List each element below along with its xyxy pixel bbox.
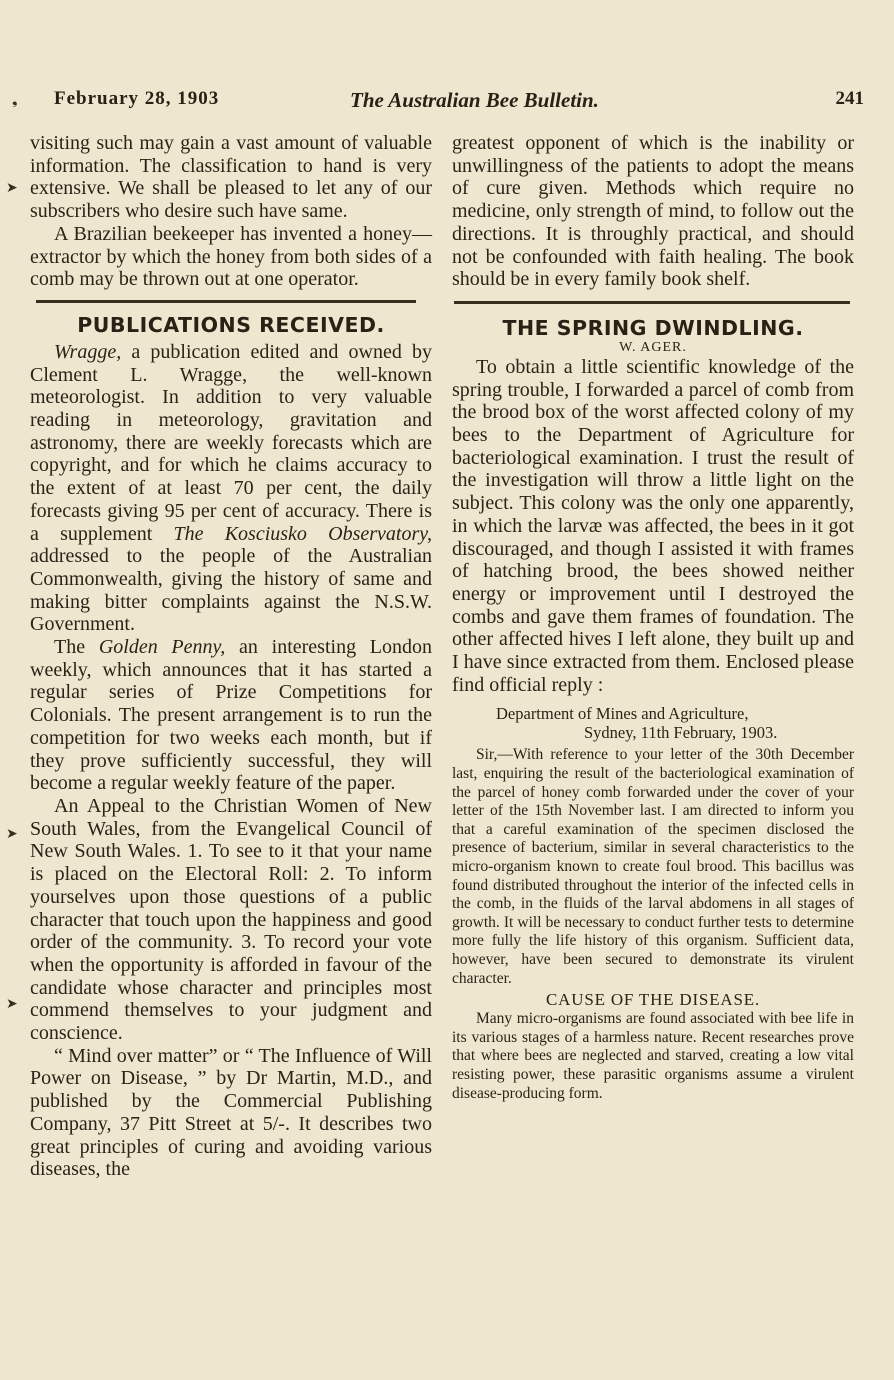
subheading: CAUSE OF THE DISEASE. xyxy=(546,990,760,1010)
margin-mark: ➤ xyxy=(6,826,18,842)
article-title: THE SPRING DWINDLING. xyxy=(502,315,804,340)
paragraph-text: an interesting London weekly, which announces that it has started a regular series of Prize Competitions for Colonials. The present arrangement is to run the competition for two weeks each month, but if they prove sufficiently successful, they will become a regular weekly feature of the paper. xyxy=(30,636,433,795)
paragraph: greatest opponent of which is the inability or unwillingness of the patients to adopt the means of cure given. Methods which require no medicine, only strength of mind, to follow out the directions. It is throughly practical, and should not be confounded with faith healing. The book should be in every family book shelf. xyxy=(452,132,854,291)
margin-mark: ❟ xyxy=(12,92,18,108)
publication-name: Wragge, xyxy=(54,340,122,363)
letter-date: Sydney, 11th February, 1903. xyxy=(584,723,778,743)
paragraph-text: addressed to the people of the Australian Commonwealth, giving the history of same and making bitter complaints against the N.S.W. Government. xyxy=(30,545,432,636)
byline: W. AGER. xyxy=(619,339,687,355)
section-heading: PUBLICATIONS RECEIVED. xyxy=(77,312,385,337)
paragraph: visiting such may gain a vast amount of valuable information. The classification to hand is very extensive. We shall be pleased to let any of our subscribers who desire such have same. xyxy=(30,132,432,223)
publication-name: Golden Penny, xyxy=(98,636,226,659)
paragraph-text: a publication edited and owned by Clement L. Wragge, the well-known meteorologist. In addition to very valuable reading in meteorology, gravitation and astronomy, there are weekly forecasts which are copyright, and for which he claims accuracy to the extent of at least 70 per cent, the daily forecasts giving 95 per cent of accuracy. There is a supplement xyxy=(30,340,432,545)
paragraph: To obtain a little scientific knowledge of the spring trouble, I forwarded a parcel of comb from the brood box of the worst affected colony of my bees to the Department of Agriculture for bacteriological examination. I trust the result of the investigation will throw a little light on the subject. This colony was the only one apparently, in which the larvæ was affected, the bees in it got discouraged, and though I assisted it with frames of hatching brood, the bees showed neither energy or improvement until I destroyed the combs and gave them frames of foundation. The other affected hives I left alone, they built up and I have since extracted from them. Enclosed please find official reply : xyxy=(452,355,854,696)
paragraph: “ Mind over matter” or “ The Influence of Will Power on Disease, ” by Dr Martin, M.D., and published by the Commercial Publishing Company, 37 Pitt Street at 5/-. It describes two great principles of curing and avoiding various diseases, the xyxy=(30,1044,432,1181)
journal-title: The Australian Bee Bulletin. xyxy=(350,88,599,112)
letter-body: Sir,—With reference to your letter of the 30th December last, enquiring the result of the bacteriological examination of the parcel of honey comb forwarded under the cover of your letter of the 15th November last. I am directed to inform you that a careful examination of the specimen disclosed the presence of bacterium, similar in several characteristics to the micro-organism known to create foul brood. This bacillus was found distributed throughout the interior of the infected cells in the comb, in the fluids of the larval abdomens in all stages of growth. It will be necessary to conduct further tests to determine more fully the life history of this organism. Sufficient data, however, have been secured to demonstrate its virulent character. xyxy=(452,746,854,987)
paragraph: An Appeal to the Christian Women of New South Wales, from the Evangelical Council of New South Wales. 1. To see to it that your name is placed on the Electoral Roll: 2. To inform yourselves upon those questions of a public character that touch upon the happiness and good order of the community. 3. To record your vote when the opportunity is afforded in favour of the candidate whose character and principles most commend themselves to your judgment and conscience. xyxy=(30,794,432,1045)
paragraph: Many micro-organisms are found associated with bee life in its various stages of a harmless nature. Recent researches prove that where bees are neglected and starved, creating a low vital resisting power, these parasitic organisms assume a virulent disease-producing form. xyxy=(452,1010,854,1102)
margin-mark: ➤ xyxy=(6,996,18,1012)
margin-mark: ➤ xyxy=(6,180,18,196)
paragraph xyxy=(30,341,432,636)
paragraph: A Brazilian beekeeper has invented a honey—extractor by which the honey from both sides of a comb may be thrown out at one operator. xyxy=(30,222,432,291)
left-column xyxy=(30,132,432,1181)
running-header xyxy=(28,88,866,120)
letter-address: Department of Mines and Agriculture, xyxy=(496,704,749,724)
right-column xyxy=(452,132,854,1103)
paragraph xyxy=(30,636,432,795)
paragraph-text: The xyxy=(54,636,99,659)
publication-name: The Kosciusko Observatory, xyxy=(173,522,432,545)
page-number: 241 xyxy=(835,88,864,109)
header-date: February 28, 1903 xyxy=(54,88,220,109)
